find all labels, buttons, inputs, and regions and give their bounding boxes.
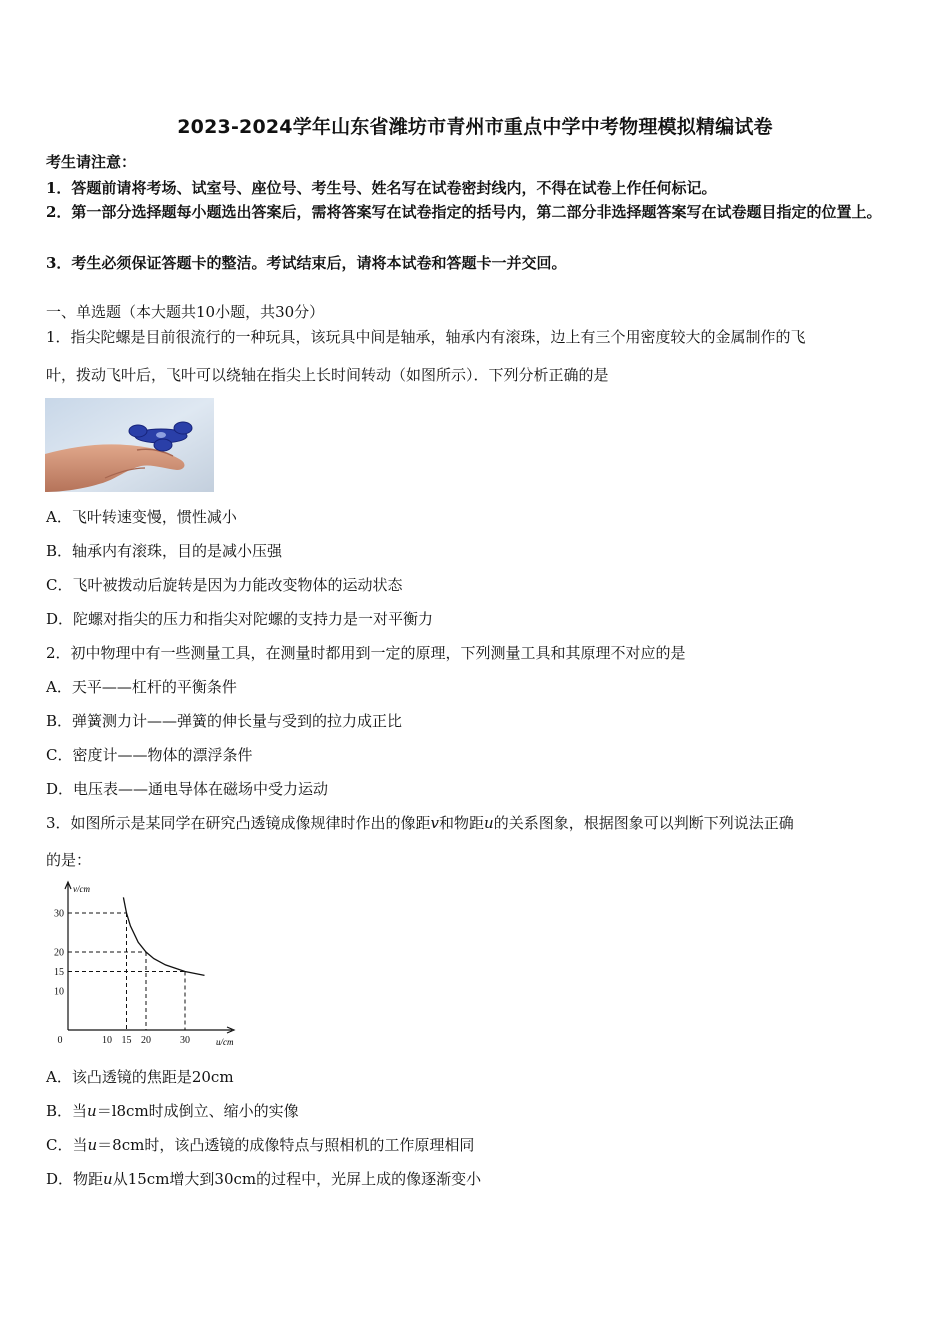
x-tick-label: 20 xyxy=(141,1035,151,1046)
notice-item-3: 3．考生必须保证答题卡的整洁。考试结束后，请将本试卷和答题卡一并交回。 xyxy=(46,254,567,272)
x-tick-label: 10 xyxy=(102,1035,112,1046)
v-u-curve xyxy=(123,897,204,975)
q1-option-b: B．轴承内有滚珠，目的是减小压强 xyxy=(46,542,283,560)
y-tick-label: 30 xyxy=(54,908,64,920)
image-distance-object-distance-graph xyxy=(44,878,244,1050)
x-tick-label: 15 xyxy=(121,1035,132,1046)
section-heading: 一、单选题（本大题共10小题，共30分） xyxy=(46,303,325,321)
q2-option-a: A．天平——杠杆的平衡条件 xyxy=(46,678,237,696)
x-tick-label: 30 xyxy=(180,1035,190,1046)
q3-stem-line1: 3．如图所示是某同学在研究凸透镜成像规律时作出的像距v和物距u的关系图象，根据图象可以判断下列说法正确 xyxy=(46,814,794,832)
q1-stem-line1: 1．指尖陀螺是目前很流行的一种玩具，该玩具中间是轴承，轴承内有滚珠，边上有三个用密度较大的金属制作的飞 xyxy=(46,328,806,346)
y-tick-label: 20 xyxy=(54,947,64,959)
q2-stem: 2．初中物理中有一些测量工具，在测量时都用到一定的原理，下列测量工具和其原理不对应的是 xyxy=(46,644,686,662)
x-tick-label: 0 xyxy=(57,1035,63,1046)
q3-stem-line2: 的是： xyxy=(46,851,92,869)
q1-option-c: C．飞叶被拨动后旋转是因为力能改变物体的运动状态 xyxy=(46,576,403,594)
q3-option-b: B．当u＝l8cm时成倒立、缩小的实像 xyxy=(46,1102,299,1120)
y-tick-label: 15 xyxy=(54,967,64,978)
q1-option-d: D．陀螺对指尖的压力和指尖对陀螺的支持力是一对平衡力 xyxy=(46,610,434,628)
notice-heading: 考生请注意： xyxy=(46,153,137,171)
q2-option-d: D．电压表——通电导体在磁场中受力运动 xyxy=(46,780,329,798)
fidget-spinner-photo xyxy=(45,398,214,492)
q3-option-c: C．当u＝8cm时，该凸透镜的成像特点与照相机的工作原理相同 xyxy=(46,1136,475,1154)
q3-option-d: D．物距u从15cm增大到30cm的过程中，光屏上成的像逐渐变小 xyxy=(46,1170,482,1188)
notice-item-1: 1．答题前请将考场、试室号、座位号、考生号、姓名写在试卷密封线内，不得在试卷上作任何标记。 xyxy=(46,179,717,197)
q1-stem-line2: 叶，拨动飞叶后，飞叶可以绕轴在指尖上长时间转动（如图所示）．下列分析正确的是 xyxy=(46,366,609,384)
y-tick-label: 10 xyxy=(54,986,64,998)
q2-option-b: B．弹簧测力计——弹簧的伸长量与受到的拉力成正比 xyxy=(46,712,403,730)
y-axis-label: v/cm xyxy=(73,884,90,894)
notice-item-2: 2．第一部分选择题每小题选出答案后，需将答案写在试卷指定的括号内，第二部分非选择题答案写在试卷题目指定的位置上。 xyxy=(46,203,882,221)
x-axis-label: u/cm xyxy=(216,1037,234,1047)
q3-option-a: A．该凸透镜的焦距是20cm xyxy=(46,1068,234,1086)
page-title: 2023-2024学年山东省潍坊市青州市重点中学中考物理模拟精编试卷 xyxy=(177,116,773,138)
q2-option-c: C．密度计——物体的漂浮条件 xyxy=(46,746,253,764)
q1-option-a: A．飞叶转速变慢，惯性减小 xyxy=(46,508,237,526)
